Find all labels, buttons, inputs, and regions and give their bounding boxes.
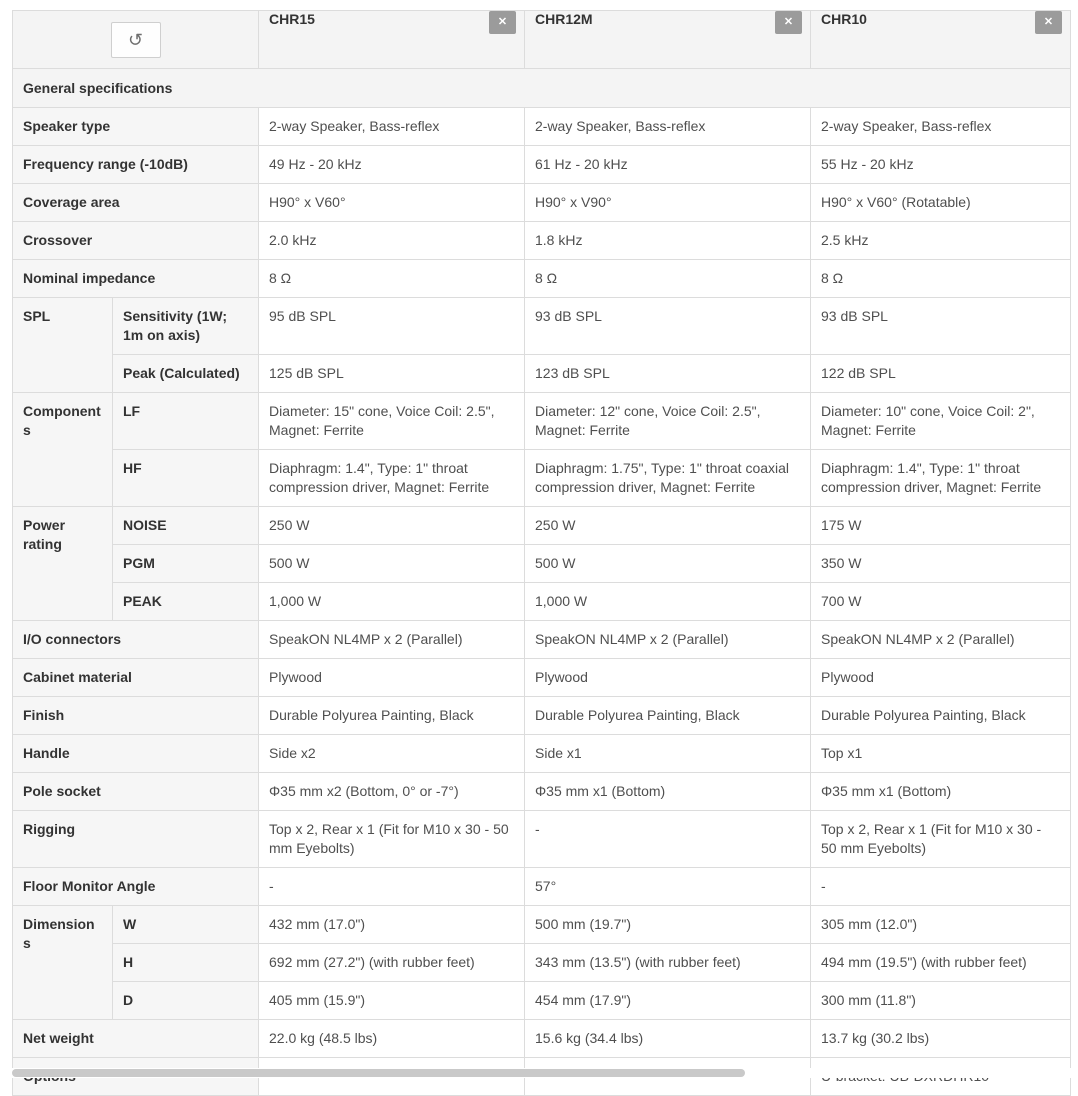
spec-row <box>13 545 1071 583</box>
spec-value: H90° x V60° <box>259 184 525 222</box>
spec-value: 95 dB SPL <box>259 298 525 355</box>
spec-label: Cabinet material <box>13 659 259 697</box>
spec-value: Top x1 <box>811 735 1071 773</box>
product-name: CHR12M <box>535 11 593 27</box>
spec-value: 55 Hz - 20 kHz <box>811 146 1071 184</box>
spec-row <box>13 621 1071 659</box>
spec-value: Durable Polyurea Painting, Black <box>525 697 811 735</box>
spec-value: 494 mm (19.5") (with rubber feet) <box>811 944 1071 982</box>
spec-value: SpeakON NL4MP x 2 (Parallel) <box>811 621 1071 659</box>
spec-label: Nominal impedance <box>13 260 259 298</box>
spec-value: 1,000 W <box>525 583 811 621</box>
spec-value: Φ35 mm x1 (Bottom) <box>811 773 1071 811</box>
spec-value: 432 mm (17.0") <box>259 906 525 944</box>
spec-value: Diaphragm: 1.4", Type: 1" throat compression driver, Magnet: Ferrite <box>259 450 525 507</box>
spec-sublabel: NOISE <box>113 507 259 545</box>
spec-row <box>13 735 1071 773</box>
spec-label: Crossover <box>13 222 259 260</box>
spec-value: Diaphragm: 1.4", Type: 1" throat compression driver, Magnet: Ferrite <box>811 450 1071 507</box>
spec-row <box>13 298 1071 355</box>
spec-value: Φ35 mm x2 (Bottom, 0° or -7°) <box>259 773 525 811</box>
spec-value: 125 dB SPL <box>259 355 525 393</box>
spec-value: SpeakON NL4MP x 2 (Parallel) <box>525 621 811 659</box>
spec-value: 500 mm (19.7") <box>525 906 811 944</box>
remove-column-button[interactable] <box>775 11 802 34</box>
spec-value: Diameter: 15" cone, Voice Coil: 2.5", Magnet: Ferrite <box>259 393 525 450</box>
spec-label: Coverage area <box>13 184 259 222</box>
spec-value: - <box>259 868 525 906</box>
spec-value: Durable Polyurea Painting, Black <box>811 697 1071 735</box>
spec-sublabel: W <box>113 906 259 944</box>
spec-value: 8 Ω <box>259 260 525 298</box>
spec-value: 500 W <box>259 545 525 583</box>
spec-row <box>13 450 1071 507</box>
spec-value: 343 mm (13.5") (with rubber feet) <box>525 944 811 982</box>
spec-value: Diameter: 10" cone, Voice Coil: 2", Magnet: Ferrite <box>811 393 1071 450</box>
spec-value: Plywood <box>259 659 525 697</box>
spec-value: 93 dB SPL <box>525 298 811 355</box>
spec-sublabel: PGM <box>113 545 259 583</box>
product-column-header <box>525 11 811 69</box>
spec-sublabel: LF <box>113 393 259 450</box>
close-icon: ✕ <box>1043 16 1054 28</box>
horizontal-scrollbar-track <box>0 1068 1078 1078</box>
spec-label: Rigging <box>13 811 259 868</box>
spec-value: 123 dB SPL <box>525 355 811 393</box>
spec-value: - <box>525 811 811 868</box>
close-icon: ✕ <box>497 16 508 28</box>
spec-group-label: Components <box>13 393 113 507</box>
reset-comparison-button[interactable] <box>111 22 161 58</box>
spec-row <box>13 906 1071 944</box>
close-icon: ✕ <box>783 16 794 28</box>
spec-value: Top x 2, Rear x 1 (Fit for M10 x 30 - 50 mm Eyebolts) <box>811 811 1071 868</box>
spec-value: 692 mm (27.2") (with rubber feet) <box>259 944 525 982</box>
spec-value: 22.0 kg (48.5 lbs) <box>259 1020 525 1058</box>
spec-sublabel: HF <box>113 450 259 507</box>
spec-value: Φ35 mm x1 (Bottom) <box>525 773 811 811</box>
remove-column-button[interactable] <box>1035 11 1062 34</box>
spec-value: 8 Ω <box>811 260 1071 298</box>
table-header-row <box>13 11 1071 69</box>
spec-value: Side x1 <box>525 735 811 773</box>
spec-group-label: Power rating <box>13 507 113 621</box>
spec-value: Plywood <box>525 659 811 697</box>
spec-row <box>13 146 1071 184</box>
spec-row <box>13 393 1071 450</box>
spec-value: H90° x V60° (Rotatable) <box>811 184 1071 222</box>
product-name: CHR10 <box>821 11 867 27</box>
spec-row <box>13 184 1071 222</box>
spec-sublabel: H <box>113 944 259 982</box>
section-header-row <box>13 69 1071 108</box>
spec-value: 405 mm (15.9") <box>259 982 525 1020</box>
spec-value: SpeakON NL4MP x 2 (Parallel) <box>259 621 525 659</box>
spec-value: 700 W <box>811 583 1071 621</box>
spec-sublabel: PEAK <box>113 583 259 621</box>
spec-group-label: SPL <box>13 298 113 393</box>
spec-value: 61 Hz - 20 kHz <box>525 146 811 184</box>
spec-row <box>13 108 1071 146</box>
spec-row <box>13 697 1071 735</box>
spec-value: - <box>811 868 1071 906</box>
section-title: General specifications <box>13 69 1071 108</box>
spec-value: Diameter: 12" cone, Voice Coil: 2.5", Magnet: Ferrite <box>525 393 811 450</box>
spec-value: 2.0 kHz <box>259 222 525 260</box>
spec-row <box>13 811 1071 868</box>
spec-row <box>13 982 1071 1020</box>
undo-icon: ↺ <box>127 30 144 50</box>
spec-value: 57° <box>525 868 811 906</box>
spec-value: 49 Hz - 20 kHz <box>259 146 525 184</box>
product-column-header <box>811 11 1071 69</box>
spec-value: 1.8 kHz <box>525 222 811 260</box>
spec-row <box>13 944 1071 982</box>
spec-value: 15.6 kg (34.4 lbs) <box>525 1020 811 1058</box>
spec-row <box>13 222 1071 260</box>
spec-value: Durable Polyurea Painting, Black <box>259 697 525 735</box>
spec-label: Floor Monitor Angle <box>13 868 259 906</box>
spec-value: Top x 2, Rear x 1 (Fit for M10 x 30 - 50 mm Eyebolts) <box>259 811 525 868</box>
spec-value: 13.7 kg (30.2 lbs) <box>811 1020 1071 1058</box>
remove-column-button[interactable] <box>489 11 516 34</box>
spec-label: Frequency range (-10dB) <box>13 146 259 184</box>
spec-row <box>13 260 1071 298</box>
spec-value: 250 W <box>259 507 525 545</box>
spec-row <box>13 355 1071 393</box>
spec-value: Side x2 <box>259 735 525 773</box>
spec-label: Pole socket <box>13 773 259 811</box>
spec-value: H90° x V90° <box>525 184 811 222</box>
spec-label: Handle <box>13 735 259 773</box>
spec-value: 93 dB SPL <box>811 298 1071 355</box>
spec-value: 2-way Speaker, Bass-reflex <box>525 108 811 146</box>
spec-value: 300 mm (11.8") <box>811 982 1071 1020</box>
spec-value: Plywood <box>811 659 1071 697</box>
spec-value: 250 W <box>525 507 811 545</box>
spec-row <box>13 868 1071 906</box>
product-column-header <box>259 11 525 69</box>
spec-row <box>13 1020 1071 1058</box>
spec-value: Diaphragm: 1.75", Type: 1" throat coaxial compression driver, Magnet: Ferrite <box>525 450 811 507</box>
spec-row <box>13 507 1071 545</box>
spec-label: Net weight <box>13 1020 259 1058</box>
spec-value: 2.5 kHz <box>811 222 1071 260</box>
spec-label: I/O connectors <box>13 621 259 659</box>
horizontal-scrollbar-thumb[interactable] <box>12 1069 745 1077</box>
spec-value: 500 W <box>525 545 811 583</box>
spec-sublabel: D <box>113 982 259 1020</box>
spec-row <box>13 659 1071 697</box>
spec-value: 350 W <box>811 545 1071 583</box>
spec-value: 2-way Speaker, Bass-reflex <box>811 108 1071 146</box>
spec-value: 305 mm (12.0") <box>811 906 1071 944</box>
spec-value: 454 mm (17.9") <box>525 982 811 1020</box>
spec-sublabel: Peak (Calculated) <box>113 355 259 393</box>
product-name: CHR15 <box>269 11 315 27</box>
product-comparison <box>12 10 1070 1096</box>
spec-comparison-table <box>12 10 1071 1096</box>
spec-value: 122 dB SPL <box>811 355 1071 393</box>
spec-value: 2-way Speaker, Bass-reflex <box>259 108 525 146</box>
spec-value: 8 Ω <box>525 260 811 298</box>
spec-label: Speaker type <box>13 108 259 146</box>
spec-group-label: Dimensions <box>13 906 113 1020</box>
header-corner-cell <box>13 11 259 69</box>
spec-value: 175 W <box>811 507 1071 545</box>
spec-sublabel: Sensitivity (1W; 1m on axis) <box>113 298 259 355</box>
spec-row <box>13 773 1071 811</box>
spec-value: 1,000 W <box>259 583 525 621</box>
spec-label: Finish <box>13 697 259 735</box>
spec-row <box>13 583 1071 621</box>
